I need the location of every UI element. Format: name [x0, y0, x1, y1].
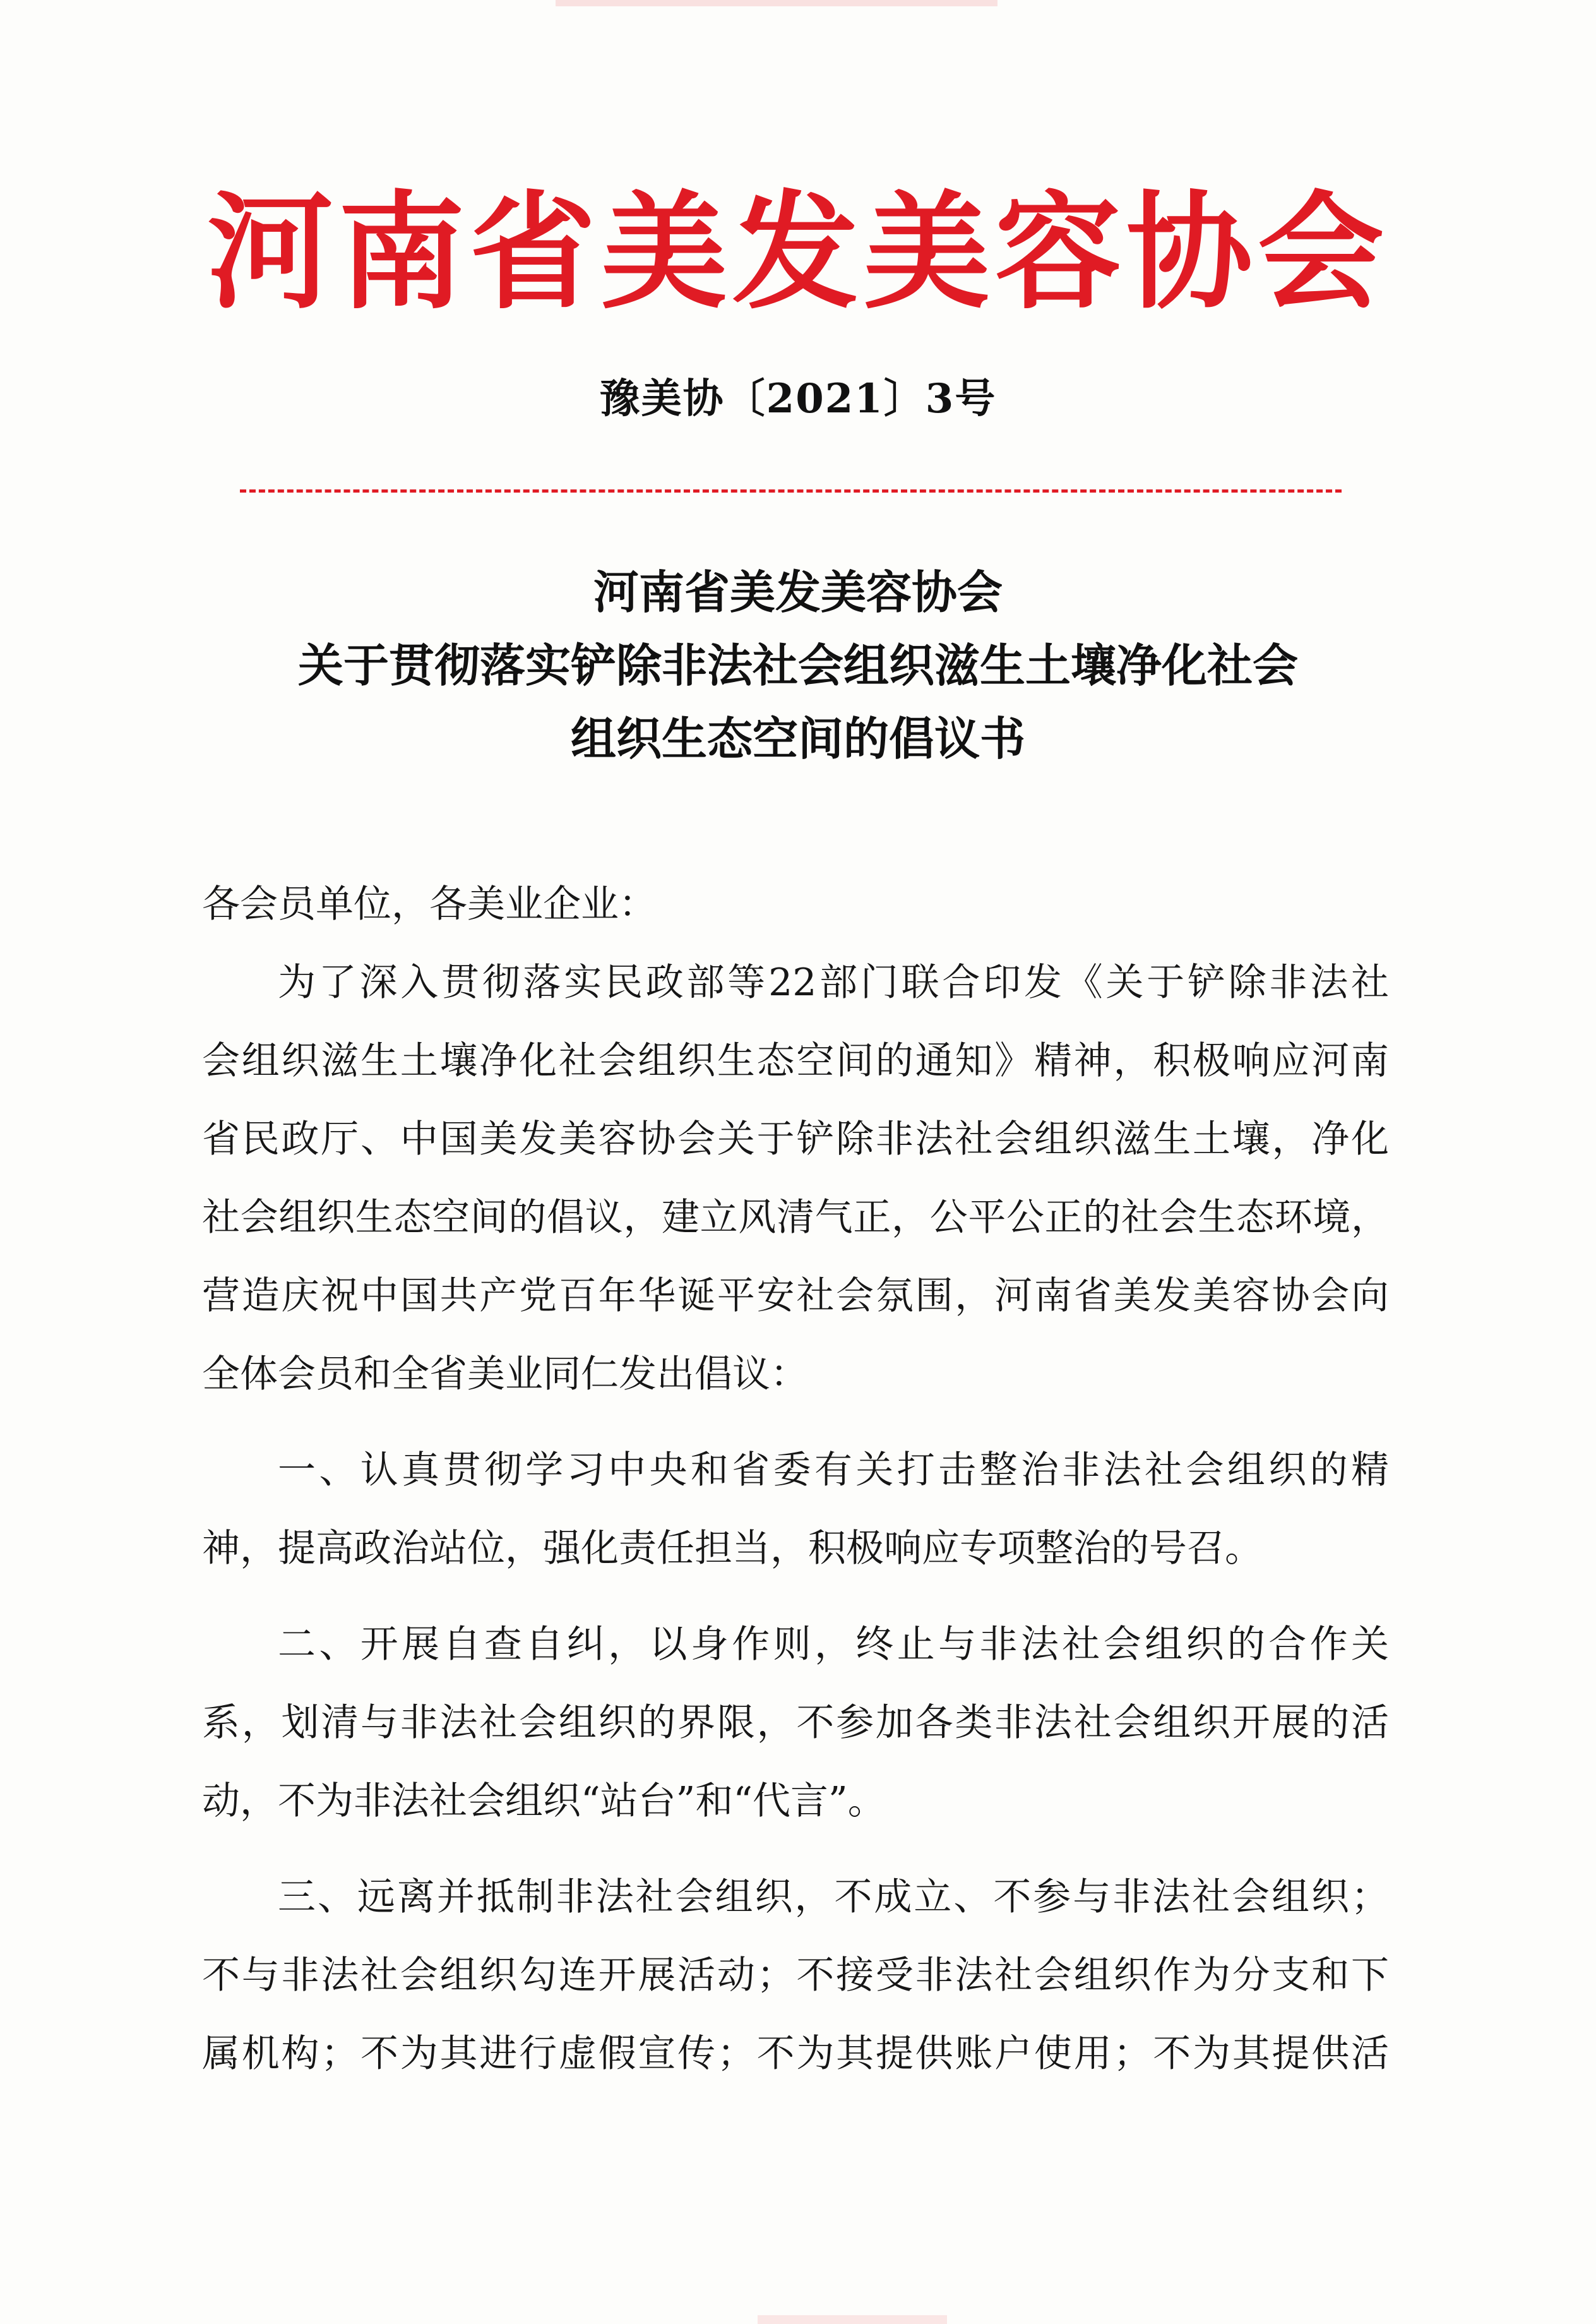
- document-number: 豫美协〔2021〕3号: [599, 375, 997, 422]
- document-title: [0, 556, 1596, 776]
- paragraph-3: [202, 1605, 1389, 1840]
- paragraph-2: [202, 1431, 1389, 1588]
- paragraph-line: 动，不为非法社会组织“站台”和“代言”。: [202, 1779, 886, 1823]
- paragraph-line: 三、远离并抵制非法社会组织，不成立、不参与非法社会组织；: [278, 1875, 1389, 1919]
- paragraph-1: [202, 943, 1389, 1413]
- paragraph-line: 全体会员和全省美业同仁发出倡议：: [202, 1352, 808, 1396]
- paragraph-4: [202, 1858, 1389, 2093]
- title-line-1: 河南省美发美容协会: [593, 565, 1003, 619]
- paragraph-line: 会组织滋生土壤净化社会组织生态空间的通知》精神，积极响应河南: [202, 1039, 1389, 1083]
- salutation: 各会员单位，各美业企业：: [202, 882, 657, 926]
- title-line-3: 组织生态空间的倡议书: [570, 712, 1025, 765]
- paragraph-line: 一、认真贯彻学习中央和省委有关打击整治非法社会组织的精: [278, 1448, 1389, 1492]
- paragraph-line: 营造庆祝中国共产党百年华诞平安社会氛围，河南省美发美容协会向: [202, 1274, 1389, 1318]
- paragraph-line: 系，划清与非法社会组织的界限，不参加各类非法社会组织开展的活: [202, 1701, 1389, 1745]
- paragraph-line: 神，提高政治站位，强化责任担当，积极响应专项整治的号召。: [202, 1526, 1263, 1571]
- letterhead-organization: 河南省美发美容协会: [206, 178, 1389, 326]
- scan-stain-bottom: [758, 2315, 947, 2324]
- paragraph-line: 不与非法社会组织勾连开展活动；不接受非法社会组织作为分支和下: [202, 1953, 1389, 1998]
- paragraph-line: 二、开展自查自纠，以身作则，终止与非法社会组织的合作关: [278, 1622, 1389, 1667]
- scan-stain-top: [556, 0, 998, 6]
- paragraph-line: 为了深入贯彻落实民政部等22部门联合印发《关于铲除非法社: [278, 961, 1389, 1005]
- title-line-2: 关于贯彻落实铲除非法社会组织滋生土壤净化社会: [297, 638, 1298, 692]
- document-body: [202, 865, 1389, 2093]
- paragraph-line: 社会组织生态空间的倡议，建立风清气正，公平公正的社会生态环境，: [202, 1195, 1389, 1240]
- paragraph-line: 省民政厅、中国美发美容协会关于铲除非法社会组织滋生土壤，净化: [202, 1117, 1389, 1161]
- paragraph-line: 属机构；不为其进行虚假宣传；不为其提供账户使用；不为其提供活: [202, 2032, 1389, 2076]
- red-separator-line: [240, 489, 1342, 493]
